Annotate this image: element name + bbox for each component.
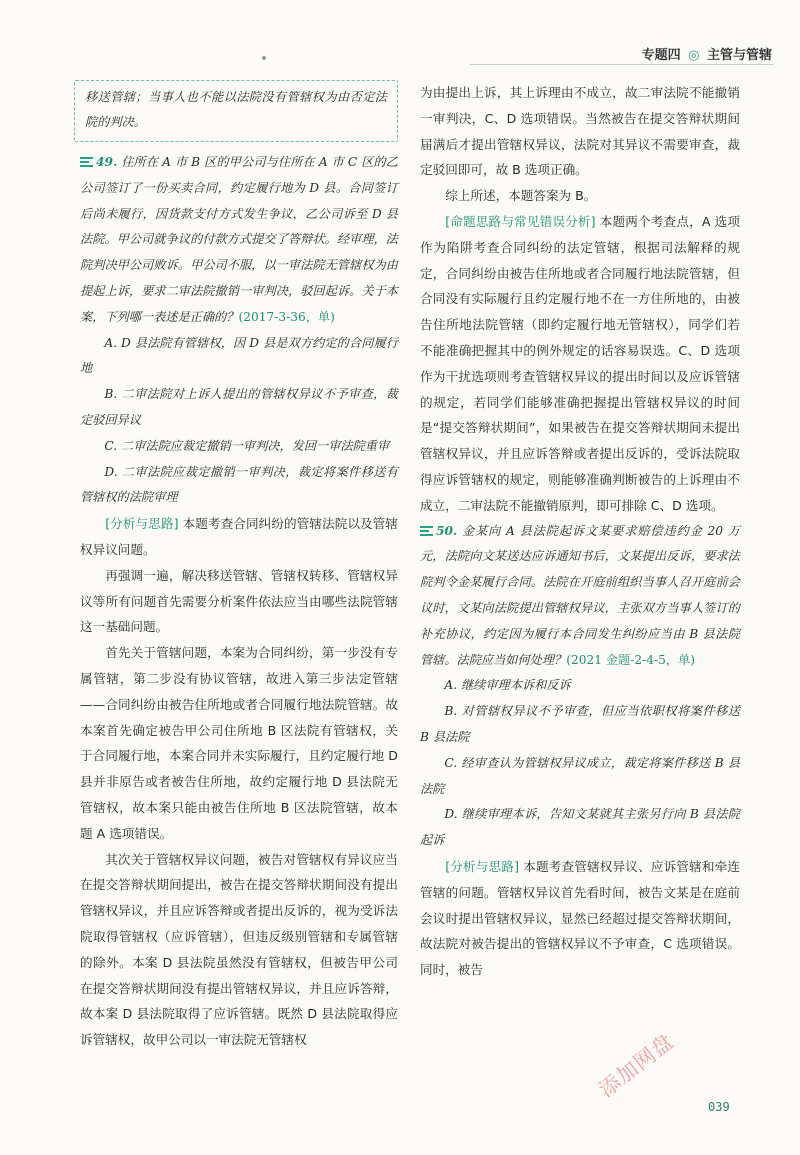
q49-option-c: C. 二审法院应裁定撤销一审判决，发回一审法院重审 — [104, 438, 390, 453]
scan-mark — [262, 56, 266, 60]
q49-source: (2017-3-36，单) — [238, 309, 335, 324]
q49-para3: 其次关于管辖权异议问题，被告对管辖权有异议应当在提交答辩状期间提出，被告在提交答辩状期间没有提出管辖权异议，并且应诉答辩或者提出反诉的，视为受诉法院取得管辖权（应诉管辖），但违反级别管辖和专属管辖的除外。本案 D 县法院虽然没有管辖权，但被告甲公司在提交答辩状期间没有提出管辖权异议，并且应诉答辩，故本案 D 县法院取得了应诉管辖。既然 D 县法院取得应诉管辖权，故甲公司以一审法院无管辖权 — [80, 851, 398, 1048]
q50-number: 50. — [436, 523, 458, 538]
q50-source: (2021 金题-2-4-5，单) — [566, 652, 696, 667]
note-box — [74, 80, 398, 142]
q49-para3-continued: 为由提出上诉，其上诉理由不成立，故二审法院不能撤销一审判决，C、D 选项错误。当然被告在提交答辩状期间届满后才提出管辖权异议，法院对其异议不需要审查，裁定驳回即可，故 B 选项正确。 — [420, 85, 740, 178]
q49-conclusion: 综上所述，本题答案为 B。 — [445, 188, 597, 204]
q49-option-a: A. D 县法院有管辖权，因 D 县是双方约定的合同履行地 — [80, 335, 398, 376]
q50-analysis: 本题考查管辖权异议、应诉管辖和牵连管辖的问题。管辖权异议首先看时间，被告文某是在庭前会议时提出管辖权异议，显然已经超过提交答辩状期间，故法院对被告提出的管辖权异议不予审查，C 选项错误。同时，被告 — [420, 858, 741, 978]
q50-option-b: B. 对管辖权异议不予审查，但应当依职权将案件移送 B 县法院 — [420, 704, 740, 744]
header-divider — [470, 64, 774, 65]
question-49 — [80, 150, 398, 1053]
q50-stem: 金某向 A 县法院起诉文某要求赔偿违约金 20 万元，法院向文某送达应诉通知书后，文某提出反诉，要求法院判令金某履行合同。法院在开庭前组织当事人召开庭前会议时，文某向法院提出管辖权异议，主张双方当事人签订的补充协议，约定因为履行本合同发生纠纷应当由 B 县法院管辖。法院应当如何处理？ — [420, 523, 741, 667]
left-column — [80, 80, 398, 1053]
question-50 — [420, 519, 740, 983]
q49-analysis-tag: [分析与思路] — [105, 516, 179, 532]
q49-stem: 住所在 A 市 B 区的甲公司与住所在 A 市 C 区的乙公司签订了一份买卖合同，约定履行地为 D 县。合同签订后尚未履行，因货款支付方式发生争议，乙公司诉至 D 县法院。甲公司就争议的付款方式提交了答辩状。经审理，法院判决甲公司败诉。甲公司不服，以一审法院无管辖权为由提起上诉，要求二审法院撤销一审判决，驳回起诉。关于本案，下列哪一表述是正确的？ — [80, 155, 398, 324]
question-icon — [420, 526, 433, 536]
page-number: 039 — [708, 1100, 730, 1114]
watermark: 添加网盘 — [594, 1028, 679, 1103]
q50-stem-para — [420, 519, 740, 674]
q50-option-d: D. 继续审理本诉，告知文某就其主张另行向 B 县法院起诉 — [420, 807, 740, 848]
question-icon — [80, 157, 93, 167]
header-subtitle: 主管与管辖 — [706, 48, 772, 63]
q49-stem-para — [80, 150, 398, 331]
note-text: 移送管辖；当事人也不能以法院没有管辖权为由否定法院的判决。 — [85, 90, 387, 129]
header-topic: 专题四 — [641, 48, 681, 63]
right-column — [420, 80, 740, 983]
q49-number: 49. — [96, 155, 118, 169]
q49-tips-para — [420, 209, 740, 519]
q49-tips: 本题两个考查点，A 选项作为陷阱考查合同纠纷的法定管辖，根据司法解释的规定，合同纠纷由被告住所地或者合同履行地法院管辖，但合同没有实际履行且约定履行地不在一方住所地的，由被告住所地法院管辖（即约定履行地无管辖权），同学们若不能准确把握其中的例外规定的话容易误选。C、D 选项作为干扰选项则考查管辖权异议的提出时间以及应诉管辖的规定，若同学们能够准确把握提出管辖权异议的时间是“提交答辩状期间”，如果被告在提交答辩状期间未提出管辖权异议，并且应诉答辩或者提出反诉的，受诉法院取得应诉管辖权的规定，则能够准确判断被告的上诉理由不成立，二审法院不能撤销原判，即可排除 C、D 选项。 — [420, 213, 740, 513]
q49-tips-tag: [命题思路与常见错误分析] — [445, 213, 596, 229]
q49-analysis-intro: 本题考查合同纠纷的管辖法院以及管辖权异议问题。 — [80, 516, 398, 557]
q49-option-b: B. 二审法院对上诉人提出的管辖权异议不予审查，裁定驳回异议 — [80, 387, 398, 427]
q49-analysis-intro-para — [80, 511, 398, 563]
q49-para2: 首先关于管辖问题，本案为合同纠纷，第一步没有专属管辖，第二步没有协议管辖，故进入第三步法定管辖——合同纠纷由被告住所地或者合同履行地法院管辖。故本案首先确定被告甲公司住所地 B 区法院有管辖权，关于合同履行地，本案合同并未实际履行，且约定履行地 D 县并非原告或者被告住所地，故约定履行地 D 县法院无管辖权，故本案只能由被告住所地 B 区法院管辖，故本题 A 选项错误。 — [80, 645, 398, 841]
q50-analysis-tag: [分析与思路] — [445, 858, 520, 874]
q50-option-c: C. 经审查认为管辖权异议成立，裁定将案件移送 B 县法院 — [420, 755, 740, 796]
q49-option-d: D. 二审法院应裁定撤销一审判决，裁定将案件移送有管辖权的法院审理 — [80, 464, 398, 505]
header-separator-icon: ◎ — [688, 48, 700, 63]
q49-para1: 再强调一遍，解决移送管辖、管辖权转移、管辖权异议等所有问题首先需要分析案件依法应当由哪些法院管辖这一基础问题。 — [80, 567, 398, 635]
running-header — [642, 44, 772, 63]
q50-option-a: A. 继续审理本诉和反诉 — [444, 678, 571, 693]
q50-analysis-para — [420, 854, 740, 983]
